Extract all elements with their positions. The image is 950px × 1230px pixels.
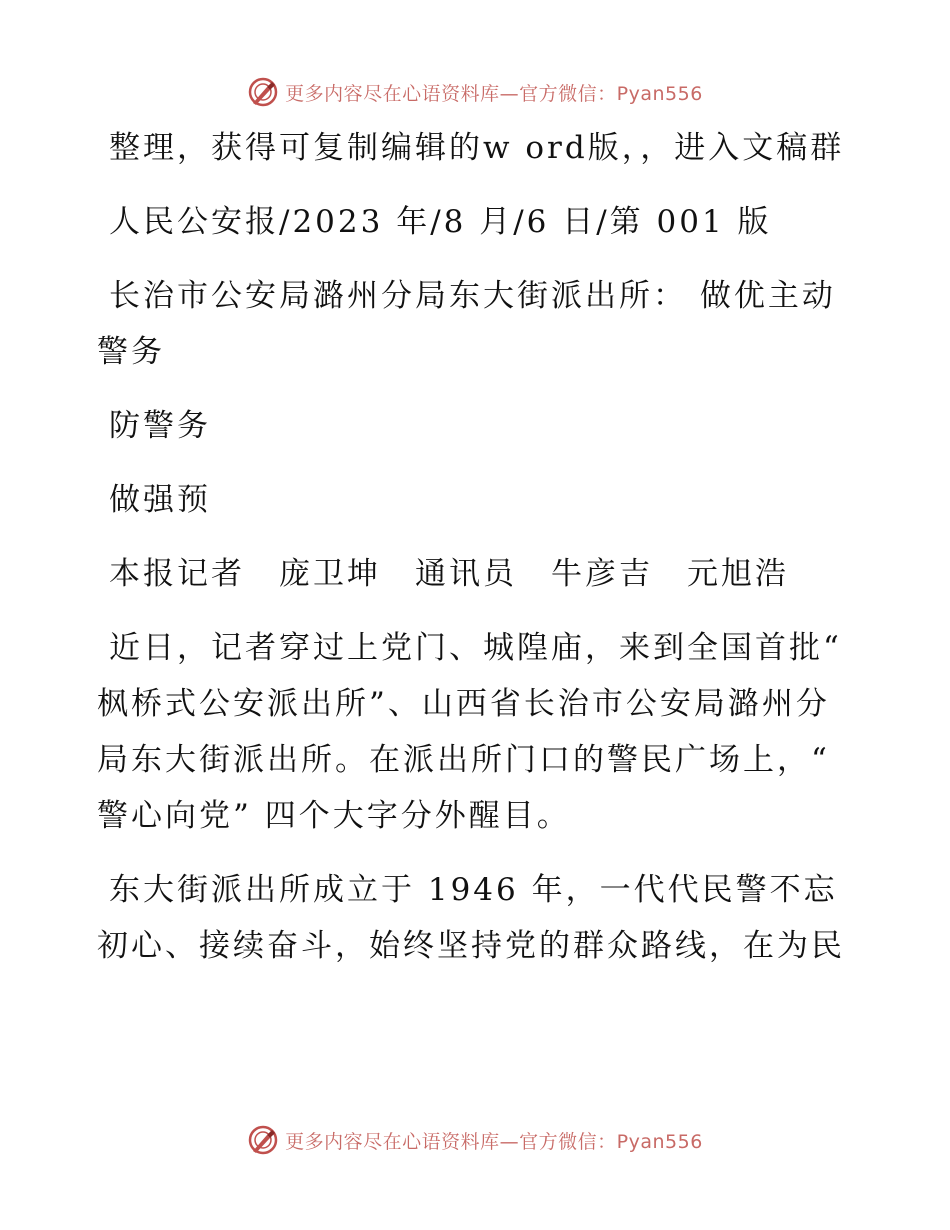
paragraph-headline: 长治市公安局潞州分局东大街派出所： 做优主动警务 [97, 278, 836, 370]
paragraph-body-1: 近日，记者穿过上党门、城隍庙，来到全国首批“ 枫桥式公安派出所”、山西省长治市公安局潞州分局东大街派出所。在派出所门口的警民广场上，“ 警心向党” 四个大字分外醒目。 [97, 630, 842, 834]
header-watermark [0, 72, 950, 112]
header-watermark-text: 更多内容尽在心语资料库—官方微信：Pyan556 [285, 82, 703, 105]
pen-logo-icon [247, 76, 279, 108]
paragraph-source: 人民公安报/2023 年/8 月/6 日/第 001 版 [109, 204, 772, 240]
paragraph-subheading-1: 防警务 [109, 408, 211, 444]
paragraph-intro: 整理，获得可复制编辑的w ord版，，进入文稿群 [109, 130, 845, 166]
document-body [97, 120, 857, 992]
footer-watermark-text: 更多内容尽在心语资料库—官方微信：Pyan556 [285, 1130, 703, 1153]
paragraph-body-2: 东大街派出所成立于 1946 年，一代代民警不忘初心、接续奋斗，始终坚持党的群众路线，在为民 [97, 872, 845, 964]
footer-watermark [0, 1120, 950, 1160]
paragraph-subheading-2: 做强预 [109, 482, 211, 518]
pen-logo-icon [247, 1124, 279, 1156]
paragraph-byline: 本报记者 庞卫坤 通讯员 牛彦吉 元旭浩 [109, 556, 789, 592]
